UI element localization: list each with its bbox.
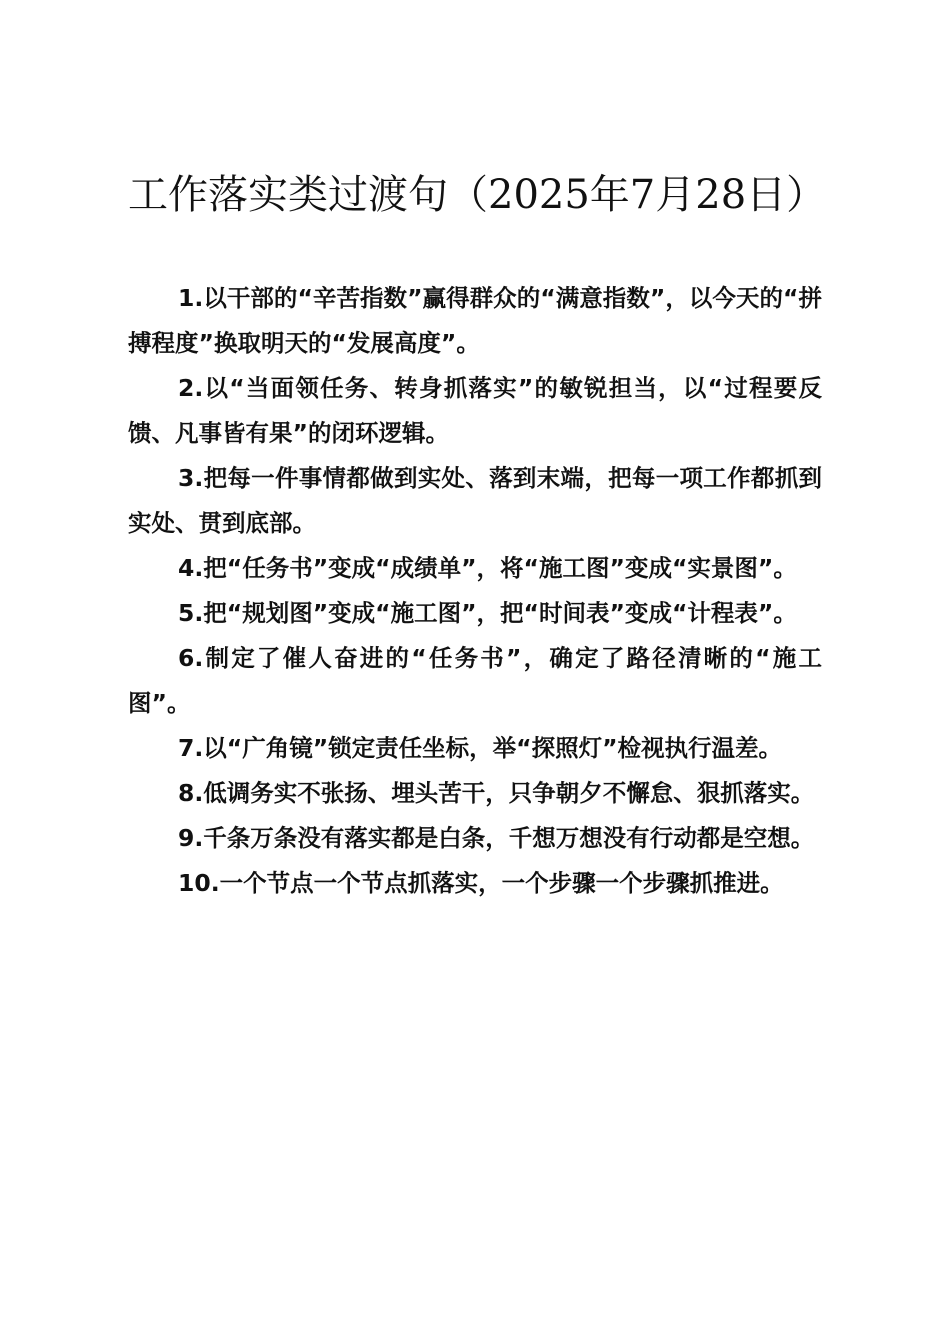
list-item: 5.把“规划图”变成“施工图”，把“时间表”变成“计程表”。 — [178, 599, 797, 627]
list-item: 6.制定了催人奋进的“任务书”，确定了路径清晰的“施工图”。 — [128, 644, 822, 717]
list-item: 7.以“广角镜”锁定责任坐标，举“探照灯”检视执行温差。 — [178, 734, 783, 762]
list-item: 8.低调务实不张扬、埋头苦干，只争朝夕不懈怠、狠抓落实。 — [178, 779, 815, 807]
list-item: 3.把每一件事情都做到实处、落到末端，把每一项工作都抓到实处、贯到底部。 — [128, 464, 822, 537]
document-body — [128, 276, 822, 906]
list-item: 4.把“任务书”变成“成绩单”，将“施工图”变成“实景图”。 — [178, 554, 797, 582]
document-title: 工作落实类过渡句（2025年7月28日） — [128, 172, 827, 218]
list-item: 1.以干部的“辛苦指数”赢得群众的“满意指数”，以今天的“拼搏程度”换取明天的“发展高度”。 — [128, 284, 822, 357]
list-item: 10.一个节点一个节点抓落实，一个步骤一个步骤抓推进。 — [178, 869, 784, 897]
list-item: 2.以“当面领任务、转身抓落实”的敏锐担当，以“过程要反馈、凡事皆有果”的闭环逻辑。 — [128, 374, 822, 447]
list-item: 9.千条万条没有落实都是白条，千想万想没有行动都是空想。 — [178, 824, 815, 852]
